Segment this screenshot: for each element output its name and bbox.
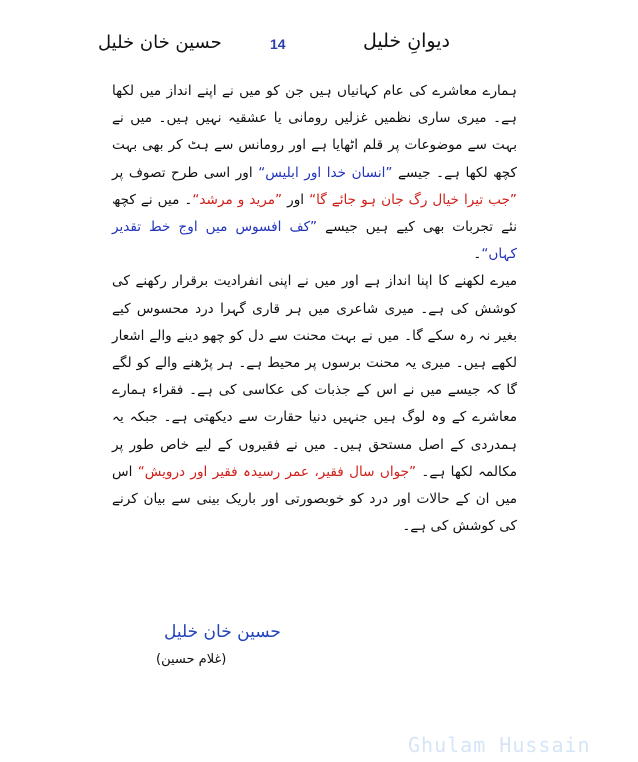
text-segment: ۔ <box>473 246 482 263</box>
text-segment: ”انسان خدا اور ابلیس“ <box>258 164 393 181</box>
page-number: 14 <box>270 36 286 52</box>
text-segment: اور <box>282 191 310 208</box>
text-segment: ”جب تیرا خیال رگ جان ہو جائے گا“ <box>309 191 517 208</box>
paragraph-1 <box>112 78 517 268</box>
paragraph-2 <box>112 268 517 540</box>
text-segment: اور اسی طرح تصوف پر <box>112 164 259 181</box>
book-title: دیوانِ خلیل <box>363 30 450 52</box>
text-segment: ”جواں سال فقیر، عمر رسیدہ فقیر اور درویش“ <box>137 463 417 480</box>
signature-name: حسین خان خلیل <box>164 622 281 642</box>
text-segment: میرے لکھنے کا اپنا انداز ہے اور میں نے اپنی انفرادیت برقرار رکھنے کی کوشش کی ہے۔ میری شاعری میں ہر قاری گہرا درد محسوس کیے بغیر نہ رہ سکے گا۔ میں نے بہت محنت سے دل کو چھو دینے والے اشعار لکھے ہیں۔ میری یہ محنت برسوں پر محیط ہے۔ ہر پڑھنے والے کو لگے گا کہ جیسے میں نے اس کے جذبات کی عکاسی کی ہے۔ فقراء ہمارے معاشرے کے وہ لوگ ہیں جنہیں دنیا حقارت سے دیکھتی ہے۔ جبکہ یہ ہمدردی کے اصل مستحق ہیں۔ میں نے فقیروں کے لیے خاص طور پر مکالمہ لکھا ہے۔ <box>112 273 517 480</box>
body-text <box>112 78 517 540</box>
watermark: Ghulam Hussain <box>408 733 591 757</box>
text-segment: ۔ میں نے کچھ نئے تجربات بھی کیے ہیں جیسے <box>112 191 517 236</box>
text-segment: ”مرید و مرشد“ <box>192 191 283 208</box>
header-author: حسین خان خلیل <box>98 32 222 53</box>
signature-alias: (غلام حسین) <box>156 652 227 667</box>
text-segment: ہمارے معاشرے کی عام کہانیاں ہیں جن کو میں نے اپنے انداز میں لکھا ہے۔ میری ساری نظمیں غزلیں رومانی یا عشقیہ نہیں ہیں۔ میں نے بہت سے موضوعات پر قلم اٹھایا ہے اور رومانس سے ہٹ کر بھی بہت کچھ لکھا ہے۔ جیسے <box>112 83 517 181</box>
text-segment: ”کف افسوس میں اوج خط تقدیر کہاں“ <box>112 219 517 263</box>
text-segment: اس میں ان کے حالات اور درد کو خوبصورتی اور باریک بینی سے بیان کرنے کی کوشش کی ہے۔ <box>112 463 517 535</box>
